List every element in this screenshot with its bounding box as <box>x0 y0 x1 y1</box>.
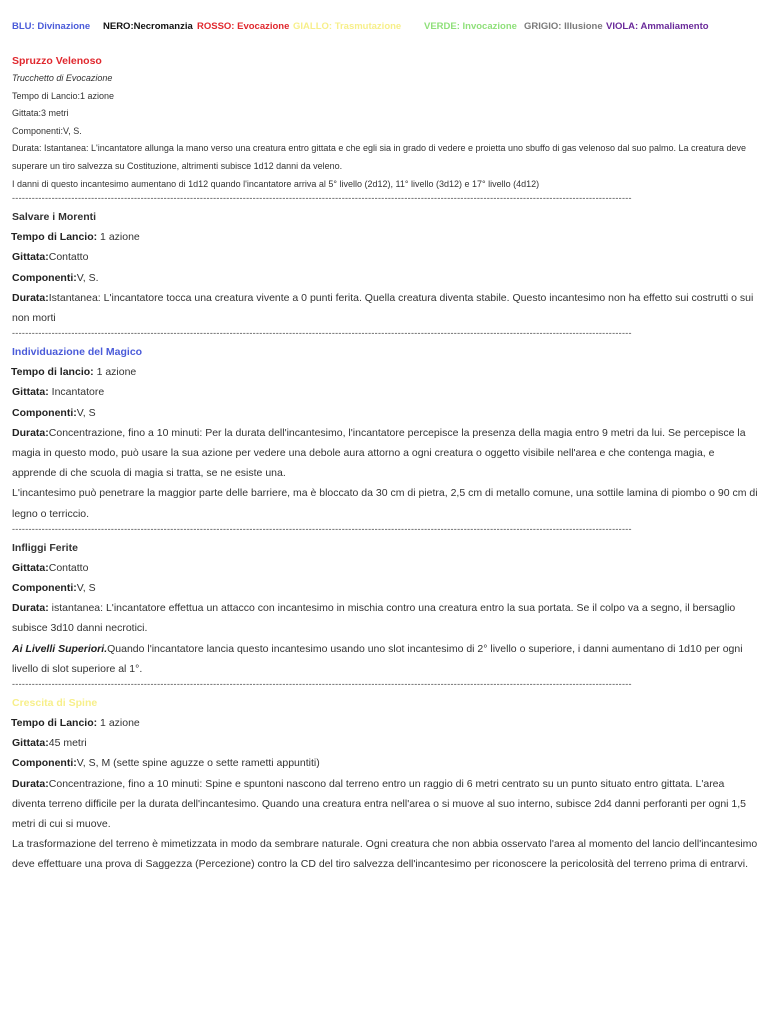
casting-time-value: 1 azione <box>97 231 140 244</box>
duration-label: Durata: <box>12 426 49 439</box>
legend-item-red: ROSSO: Evocazione <box>197 21 290 32</box>
range-label: Gittata: <box>12 737 49 750</box>
casting-time-value: 1 azione <box>93 366 137 379</box>
spell-spruzzo-velenoso <box>12 54 758 193</box>
spell-title: Crescita di Spine <box>12 697 98 710</box>
range-label: Gittata: <box>12 251 49 264</box>
range-label: Gittata: <box>12 561 49 574</box>
spell-document <box>12 54 758 875</box>
extra-description: L'incantesimo può penetrare la maggior parte delle barriere, ma è bloccato da 30 cm di pietra, 2,5 cm di metallo comune, una sottile lamina di piombo o 90 cm di legno o terriccio. <box>12 487 758 520</box>
duration-label: Durata: <box>12 291 49 304</box>
duration <box>12 423 758 484</box>
spell-subtitle: Trucchetto di Evocazione <box>12 73 113 83</box>
components-label: Componenti: <box>12 757 77 770</box>
range-value: Incantatore <box>48 386 105 399</box>
casting-time-label: Tempo di lancio: <box>11 366 94 379</box>
spell-title: Individuazione del Magico <box>12 346 143 359</box>
range <box>12 247 758 267</box>
legend-item-black: NERO:Necromanzia <box>103 21 193 32</box>
components <box>12 268 758 288</box>
range-value: Contatto <box>48 251 89 264</box>
casting-time <box>11 227 758 247</box>
spell-title: Salvare i Morenti <box>12 211 97 224</box>
casting-time-label: Tempo di Lancio: <box>11 231 98 244</box>
duration-value: Concentrazione, fino a 10 minuti: Spine e spuntoni nascono dal terreno entro un raggio di 6 metri centrato su un punto situato entro gittata. L'area diventa terreno difficile per la durata dell'incantesimo. Quando una creatura entra nell'area o si muove al suo interno, subisce 2d4 danni perforanti per ogni 1,5 metri di cui si muove. <box>12 777 747 831</box>
casting-time <box>11 362 758 382</box>
components-value: V, S, M (sette spine aguzze o sette rametti appuntiti) <box>76 757 320 770</box>
range-value: Contatto <box>48 561 89 574</box>
range-value: 45 metri <box>48 737 87 750</box>
higher-levels-label: Ai Livelli Superiori. <box>12 642 108 655</box>
range: Gittata:3 metri <box>12 108 69 119</box>
duration <box>12 288 758 328</box>
casting-time <box>11 713 758 733</box>
spell-infliggi-ferite <box>12 538 758 679</box>
higher-levels-value: Quando l'incantatore lancia questo incantesimo usando uno slot incantesimo di 2° livello o superiore, i danni aumentano di 1d10 per ogni livello di slot superiore al 1°. <box>12 642 743 675</box>
legend-item-violet: VIOLA: Ammaliamento <box>606 21 709 32</box>
components <box>12 578 758 598</box>
legend-item-blue: BLU: Divinazione <box>12 21 91 32</box>
legend-item-yellow: GIALLO: Trasmutazione <box>293 21 402 32</box>
duration-label: Durata: <box>12 777 49 790</box>
components-label: Componenti: <box>12 406 77 419</box>
separator: -------------------------------------------------------------------------------------------------------------------------------------------------------------------------------------------- <box>12 523 632 534</box>
higher-levels <box>12 639 758 679</box>
components: Componenti:V, S. <box>12 125 82 136</box>
spell-title: Infliggi Ferite <box>12 541 78 554</box>
legend-item-green: VERDE: Invocazione <box>424 21 517 32</box>
components-label: Componenti: <box>12 582 77 594</box>
components <box>12 753 758 773</box>
range <box>12 733 758 753</box>
duration <box>12 774 758 835</box>
casting-time: Tempo di Lancio:1 azione <box>12 90 115 101</box>
upcast-note: I danni di questo incantesimo aumentano di 1d12 quando l'incantatore arriva al 5° livello (2d12), 11° livello (3d12) e 17° livello (4d12) <box>12 178 540 189</box>
spell-title: Spruzzo Velenoso <box>12 55 102 67</box>
extra-description: La trasformazione del terreno è mimetizzata in modo da sembrare naturale. Ogni creatura che non abbia osservato l'area al momento del lancio dell'incantesimo deve effettuare una prova di Saggezza (Percezione) contro la CD del tiro salvezza dell'incantesimo per riconoscere la pericolosità del terreno prima di entrarvi. <box>12 838 758 871</box>
separator: -------------------------------------------------------------------------------------------------------------------------------------------------------------------------------------------- <box>12 328 632 339</box>
spell-crescita-di-spine <box>12 693 758 875</box>
duration-label: Durata: <box>12 602 49 615</box>
duration-value: istantanea: L'incantatore effettua un attacco con incantesimo in mischia contro una creatura entro la sua portata. Se il colpo va a segno, il bersaglio subisce 3d10 danni necrotici. <box>12 602 736 635</box>
range-label: Gittata: <box>12 386 49 399</box>
duration <box>12 598 758 638</box>
casting-time-value: 1 azione <box>97 717 140 730</box>
spell-salvare-i-morenti <box>12 207 758 328</box>
range <box>12 558 758 578</box>
casting-time-label: Tempo di Lancio: <box>11 717 98 730</box>
separator: -------------------------------------------------------------------------------------------------------------------------------------------------------------------------------------------- <box>12 193 632 204</box>
range <box>12 382 758 402</box>
components-value: V, S <box>76 582 96 594</box>
legend-item-grey: GRIGIO: Illusione <box>524 21 603 32</box>
spell-individuazione-del-magico <box>12 342 758 524</box>
duration-value: Istantanea: L'incantatore tocca una creatura vivente a 0 punti ferita. Quella creatura diventa stabile. Questo incantesimo non ha effetto sui costrutti o sui non morti <box>12 291 754 324</box>
components-value: V, S. <box>76 271 99 284</box>
components-label: Componenti: <box>12 271 77 284</box>
components-value: V, S <box>76 406 96 419</box>
separator: -------------------------------------------------------------------------------------------------------------------------------------------------------------------------------------------- <box>12 679 632 690</box>
duration-value: Concentrazione, fino a 10 minuti: Per la durata dell'incantesimo, l'incantatore percepisce la presenza della magia entro 9 metri da lui. Se percepisce la magia in questo modo, può usare la sua azione per vedere una debole aura attorno a ogni creatura o oggetto visibile nell'area e che contenga magia, e apprende di che scuola di magia si tratta, se ne esiste una. <box>12 426 746 480</box>
duration: Durata: Istantanea: L'incantatore allunga la mano verso una creatura entro gittata e che egli sia in grado di vedere e proietta uno sbuffo di gas velenoso dal suo palmo. La creatura deve superare un tiro salvezza su Costituzione, altrimenti subisce 1d12 danni da veleno. <box>12 143 747 171</box>
components <box>12 403 758 423</box>
